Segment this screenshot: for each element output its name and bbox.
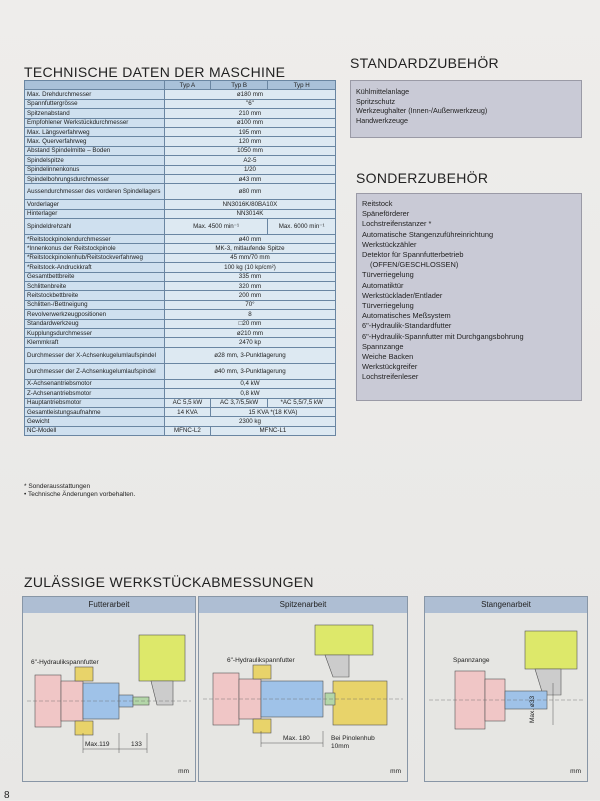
spec-row: [25, 184, 336, 200]
spec-label: Hauptantriebsmotor: [25, 398, 165, 407]
spec-row: [25, 156, 336, 165]
spec-table: [24, 80, 336, 436]
spec-row: [25, 291, 336, 300]
spec-value: 14 KVA: [164, 407, 210, 416]
spec-row: [25, 109, 336, 118]
spec-label: Spannfuttergrösse: [25, 99, 165, 108]
spec-value: 120 mm: [164, 137, 335, 146]
header-typ-b: Typ B: [210, 81, 267, 90]
spec-row: [25, 310, 336, 319]
spec-label: *Reitstockpinolendurchmesser: [25, 235, 165, 244]
spec-row: [25, 347, 336, 363]
sonder-title: SONDERZUBEHÖR: [356, 170, 489, 186]
spec-label: Max. Querverfahrweg: [25, 137, 165, 146]
spec-row: [25, 426, 336, 435]
spec-row: [25, 235, 336, 244]
stangen-max-label: Max. ø33: [529, 695, 536, 723]
spec-row: [25, 417, 336, 426]
sonder-item: Detektor für Spannfutterbetrieb: [362, 250, 464, 260]
spec-label: Spindelinnenkonus: [25, 165, 165, 174]
sonder-item: Werkstückzähler: [362, 239, 417, 249]
spec-row: [25, 282, 336, 291]
futter-chuck-label: 6"-Hydraulikspannfutter: [31, 659, 99, 666]
spec-value: ø40 mm: [164, 235, 335, 244]
spec-body: [25, 90, 336, 436]
spec-row: [25, 407, 336, 416]
sonder-list: [357, 194, 581, 383]
spec-value: MK-3, mitlaufende Spitze: [164, 244, 335, 253]
spec-row: [25, 263, 336, 272]
panel-stangenarbeit: [424, 596, 588, 782]
spec-label: Spindelspitze: [25, 156, 165, 165]
spec-value: NN3014K: [164, 209, 335, 218]
sonder-item: Lochstreifenstanzer *: [362, 219, 432, 229]
spec-label: Spindeldrehzahl: [25, 219, 165, 235]
spec-value: 1/20: [164, 165, 335, 174]
spec-label: Aussendurchmesser des vorderen Spindellagers: [25, 184, 165, 200]
sonder-item: Automatiktür: [362, 280, 404, 290]
spec-row: [25, 209, 336, 218]
spec-label: Gesamtbettbreite: [25, 272, 165, 281]
spec-label: Reitstockbettbreite: [25, 291, 165, 300]
panel-title: Stangenarbeit: [425, 597, 587, 613]
spec-row: [25, 137, 336, 146]
spec-label: Durchmesser der X-Achsenkugelumlaufspindel: [25, 347, 165, 363]
note-changes: • Technische Änderungen vorbehalten.: [24, 491, 136, 498]
note-special: * Sonderausstattungen: [24, 483, 91, 490]
sonder-item: Lochstreifenleser: [362, 372, 419, 382]
stangen-collet-label: Spannzange: [453, 657, 490, 664]
panel-spitzenarbeit: [198, 596, 408, 782]
spec-header-row: [25, 81, 336, 90]
spec-row: [25, 363, 336, 379]
spec-row: [25, 99, 336, 108]
spec-value: ø180 mm: [164, 90, 335, 99]
spec-value: A2-5: [164, 156, 335, 165]
standard-item: Kühlmittelanlage: [356, 87, 410, 96]
spec-value: AC 5,5 kW: [164, 398, 210, 407]
spec-value: 195 mm: [164, 127, 335, 136]
spec-value: ø100 mm: [164, 118, 335, 127]
sonder-item: 6"-Hydraulik-Standardfutter: [362, 321, 452, 331]
tech-title: TECHNISCHE DATEN DER MASCHINE: [24, 64, 286, 80]
header-typ-h: Typ H: [268, 81, 336, 90]
spec-row: [25, 118, 336, 127]
spec-value: MFNC-L2: [164, 426, 210, 435]
spec-value: Max. 4500 min⁻¹: [164, 219, 267, 235]
spec-label: *Reitstockpinolenhub/Reitstockverfahrweg: [25, 253, 165, 262]
spec-label: Abstand Spindelmitte – Boden: [25, 146, 165, 155]
spitzen-diagram: [199, 613, 407, 781]
spec-value: 2300 kg: [164, 417, 335, 426]
futter-dim-label: 133: [131, 741, 142, 748]
spec-label: *Reitstock-Andruckkraft: [25, 263, 165, 272]
sonder-item: Werkstückgreifer: [362, 362, 418, 372]
spec-value: MFNC-L1: [210, 426, 335, 435]
spec-row: [25, 90, 336, 99]
stangen-unit: mm: [570, 768, 581, 775]
spec-row: [25, 398, 336, 407]
spec-label: Vorderlager: [25, 200, 165, 209]
spec-label: Schlittenbreite: [25, 282, 165, 291]
spec-label: Revolverwerkzeugpositionen: [25, 310, 165, 319]
standard-item: Spritzschutz: [356, 96, 396, 106]
spec-value: *AC 5,5/7,5 kW: [268, 398, 336, 407]
spec-label: Empfohlener Werkstückdurchmesser: [25, 118, 165, 127]
spec-value: "6": [164, 99, 335, 108]
spec-row: [25, 127, 336, 136]
sonder-item: Weiche Backen: [362, 352, 414, 362]
spec-value: 2470 kp: [164, 338, 335, 347]
sonder-item: Automatische Stangenzuführeinrichtung: [362, 229, 494, 239]
spec-label: Kupplungsdurchmesser: [25, 328, 165, 337]
spec-label: Durchmesser der Z-Achsenkugelumlaufspindel: [25, 363, 165, 379]
page-number: 8: [4, 790, 10, 801]
spec-value: 210 mm: [164, 109, 335, 118]
spec-label: Max. Drehdurchmesser: [25, 90, 165, 99]
notes: [24, 483, 135, 499]
spec-value: 335 mm: [164, 272, 335, 281]
sonder-item: Späneförderer: [362, 209, 410, 219]
sonder-item: Werkstücklader/Entlader: [362, 290, 443, 300]
header-blank: [25, 81, 165, 90]
spec-row: [25, 146, 336, 155]
spitzen-pin-label: Bei Pinolenhub 10mm: [331, 735, 375, 750]
panel-title: Spitzenarbeit: [199, 597, 407, 613]
dims-title: ZULÄSSIGE WERKSTÜCKABMESSUNGEN: [24, 574, 314, 590]
spec-value: 320 mm: [164, 282, 335, 291]
spec-row: [25, 200, 336, 209]
futter-max-label: Max.119: [85, 741, 110, 748]
spec-value: ø80 mm: [164, 184, 335, 200]
spec-row: [25, 338, 336, 347]
spec-value: 200 mm: [164, 291, 335, 300]
spec-value: Max. 6000 min⁻¹: [268, 219, 336, 235]
spec-label: Spitzenabstand: [25, 109, 165, 118]
spec-row: [25, 272, 336, 281]
spec-row: [25, 389, 336, 398]
spec-row: [25, 379, 336, 388]
spec-value: NN3016K/80BA10X: [164, 200, 335, 209]
header-typ-a: Typ A: [164, 81, 210, 90]
spec-label: X-Achsenantriebsmotor: [25, 379, 165, 388]
spitzen-chuck-label: 6"-Hydraulikspannfutter: [227, 657, 295, 664]
sonder-item: Spannzange: [362, 341, 404, 351]
spec-label: Standardwerkzeug: [25, 319, 165, 328]
spec-label: Gesamtleistungsaufnahme: [25, 407, 165, 416]
spec-row: [25, 328, 336, 337]
spec-label: Max. Längsverfahrweg: [25, 127, 165, 136]
spec-row: [25, 319, 336, 328]
sonder-item: 6"-Hydraulik-Spannfutter mit Durchgangsbohrung: [362, 331, 524, 341]
spec-value: 45 mm/70 mm: [164, 253, 335, 262]
spec-value: 0,8 kW: [164, 389, 335, 398]
spec-value: ø43 mm: [164, 174, 335, 183]
standard-title: STANDARDZUBEHÖR: [350, 55, 499, 71]
sonder-item: Automatisches Meßsystem: [362, 311, 451, 321]
spec-value: ø40 mm, 3-Punktlagerung: [164, 363, 335, 379]
spec-value: 0,4 kW: [164, 379, 335, 388]
sonder-item: (OFFEN/GESCHLOSSEN): [370, 260, 459, 270]
stangen-diagram: [425, 613, 587, 781]
spec-value: 100 kg (10 kp/cm²): [164, 263, 335, 272]
spec-label: Schlitten-/Bettneigung: [25, 300, 165, 309]
spec-label: NC-Modell: [25, 426, 165, 435]
spec-row: [25, 300, 336, 309]
spitzen-max-label: Max. 180: [283, 735, 310, 742]
panel-title: Futterarbeit: [23, 597, 195, 613]
spec-value: 8: [164, 310, 335, 319]
spec-value: 1050 mm: [164, 146, 335, 155]
sonder-item: Türverriegelung: [362, 270, 414, 280]
spitzen-unit: mm: [390, 768, 401, 775]
spec-value: ø210 mm: [164, 328, 335, 337]
spec-label: *Innenkonus der Reitstockpinole: [25, 244, 165, 253]
spec-row: [25, 165, 336, 174]
spec-row: [25, 219, 336, 235]
standard-box: [350, 80, 582, 138]
panel-futterarbeit: [22, 596, 196, 782]
spec-value: 15 KVA *(18 KVA): [210, 407, 335, 416]
spec-value: 70°: [164, 300, 335, 309]
spec-row: [25, 253, 336, 262]
futter-unit: mm: [178, 768, 189, 775]
spec-label: Z-Achsenantriebsmotor: [25, 389, 165, 398]
spec-label: Hinterlager: [25, 209, 165, 218]
standard-list: [351, 81, 581, 125]
spec-label: Gewicht: [25, 417, 165, 426]
sonder-item: Reitstock: [362, 199, 393, 208]
standard-item: Handwerkzeuge: [356, 115, 408, 125]
futter-diagram: [23, 613, 195, 781]
sonder-item: Türverriegelung: [362, 301, 414, 311]
spec-label: Spindelbohrungsdurchmesser: [25, 174, 165, 183]
spec-label: Klemmkraft: [25, 338, 165, 347]
spec-row: [25, 244, 336, 253]
spec-value: □20 mm: [164, 319, 335, 328]
spec-row: [25, 174, 336, 183]
spec-value: ø28 mm, 3-Punktlagerung: [164, 347, 335, 363]
sonder-box: [356, 193, 582, 401]
standard-item: Werkzeughalter (Innen-/Außenwerkzeug): [356, 106, 488, 116]
spec-value: AC 3,7/5,5kW: [210, 398, 267, 407]
